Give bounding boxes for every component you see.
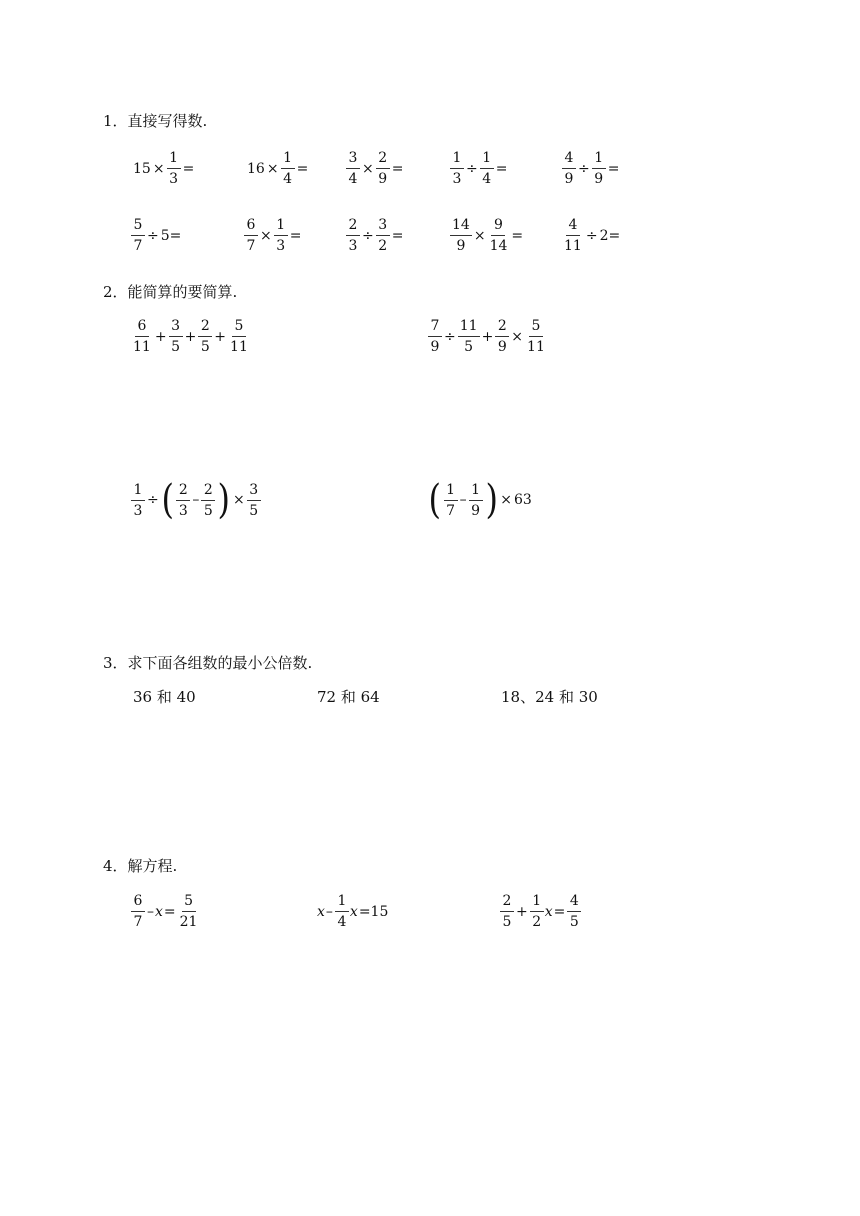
- q1-item-10: [561, 217, 621, 254]
- fraction-denominator: 9: [430, 339, 440, 355]
- fraction-numerator: 3: [169, 318, 183, 337]
- fraction: [469, 482, 483, 519]
- fraction-numerator: 2: [376, 150, 390, 169]
- fraction-denominator: 5: [203, 502, 213, 519]
- fraction-numerator: 14: [450, 217, 472, 236]
- fraction-numerator: 1: [281, 150, 295, 169]
- fraction-denominator: 11: [133, 339, 151, 355]
- fraction-numerator: 6: [131, 893, 145, 912]
- fraction-denominator: 7: [133, 914, 143, 930]
- fraction: [335, 893, 349, 930]
- operator: +: [516, 903, 528, 920]
- operator: ÷: [362, 227, 374, 244]
- fraction: [131, 893, 145, 930]
- fraction-denominator: 21: [179, 914, 198, 930]
- variable: x: [317, 903, 325, 920]
- fraction-numerator: 1: [131, 482, 145, 501]
- operator: ×: [266, 160, 279, 177]
- fraction-numerator: 6: [135, 318, 149, 337]
- operator: –: [192, 492, 200, 508]
- fraction: [450, 150, 464, 187]
- fraction: [530, 893, 544, 930]
- q4-item-1: [130, 893, 200, 930]
- fraction-numerator: 1: [469, 482, 483, 501]
- operator: –: [459, 492, 467, 508]
- fraction: [592, 150, 606, 187]
- fraction-denominator: 4: [283, 171, 293, 187]
- q3-item-3: 18、24 和 30: [501, 688, 598, 706]
- fraction: [228, 318, 250, 355]
- expression-text: =: [553, 903, 566, 920]
- q3-heading: 3．求下面各组数的最小公倍数.: [103, 654, 313, 672]
- expression-text: 2=: [599, 227, 621, 244]
- fraction-numerator: 5: [529, 318, 543, 337]
- operator: ÷: [444, 328, 456, 345]
- left-paren: (: [428, 477, 442, 523]
- fraction: [376, 150, 390, 187]
- operator: +: [481, 328, 494, 345]
- fraction-numerator: 1: [335, 893, 349, 912]
- fraction-numerator: 1: [444, 482, 458, 501]
- fraction: [131, 318, 153, 355]
- fraction-denominator: 11: [564, 238, 582, 254]
- fraction: [376, 217, 390, 254]
- fraction-numerator: 1: [450, 150, 464, 169]
- fraction-denominator: 5: [249, 502, 259, 519]
- expression-text: 15: [133, 160, 151, 177]
- fraction: [167, 150, 181, 187]
- q1-item-7: [243, 217, 302, 254]
- fraction-numerator: 4: [567, 893, 581, 912]
- operator: ×: [473, 227, 486, 244]
- fraction-numerator: 1: [167, 150, 181, 169]
- expression-text: =: [511, 227, 524, 244]
- fraction-denominator: 14: [489, 238, 508, 254]
- q2-item-2: [427, 318, 548, 355]
- q4-item-2: [317, 893, 389, 930]
- variable: x: [155, 903, 163, 920]
- expression-text: =: [495, 160, 508, 177]
- fraction-denominator: 2: [532, 914, 542, 930]
- fraction-numerator: 1: [592, 150, 606, 169]
- right-paren: ): [217, 477, 231, 523]
- expression-text: =15: [358, 903, 389, 920]
- fraction-numerator: 6: [244, 217, 258, 236]
- fraction-numerator: 7: [428, 318, 442, 337]
- expression-text: =: [391, 160, 404, 177]
- q1-item-1: [132, 150, 195, 187]
- fraction-numerator: 2: [346, 217, 360, 236]
- expression-text: =: [289, 227, 302, 244]
- fraction: [244, 217, 258, 254]
- q1-item-5: [561, 150, 620, 187]
- operator: ÷: [147, 227, 159, 244]
- operator: ×: [232, 492, 245, 508]
- fraction-denominator: 5: [464, 339, 474, 355]
- q3-item-2: 72 和 64: [317, 688, 380, 706]
- q1-item-3: [345, 150, 404, 187]
- fraction-denominator: 4: [482, 171, 492, 187]
- fraction-numerator: 2: [198, 318, 212, 337]
- fraction-denominator: 3: [133, 502, 143, 519]
- fraction: [131, 482, 145, 519]
- fraction: [495, 318, 509, 355]
- q1-heading: 1．直接写得数.: [103, 112, 208, 130]
- fraction-denominator: 3: [178, 502, 188, 519]
- q3-item-1: 36 和 40: [133, 688, 196, 706]
- fraction: [444, 482, 458, 519]
- fraction: [567, 893, 581, 930]
- fraction-numerator: 5: [131, 217, 145, 236]
- expression-text: =: [296, 160, 309, 177]
- fraction-denominator: 4: [348, 171, 358, 187]
- operator: ×: [511, 328, 524, 345]
- parenthesized-group: [160, 477, 232, 523]
- q4-heading: 4．解方程.: [103, 857, 178, 875]
- fraction-denominator: 9: [594, 171, 604, 187]
- left-paren: (: [161, 477, 174, 523]
- operator: ×: [260, 227, 272, 244]
- parenthesized-group: [427, 477, 499, 523]
- fraction-denominator: 11: [527, 339, 545, 355]
- fraction-denominator: 3: [276, 238, 286, 254]
- fraction-numerator: 1: [480, 150, 494, 169]
- operator: ÷: [578, 160, 590, 177]
- fraction-numerator: 3: [247, 482, 261, 501]
- q1-item-2: [246, 150, 309, 187]
- fraction-denominator: 9: [497, 339, 507, 355]
- fraction-numerator: 2: [500, 893, 514, 912]
- q2-item-1: [130, 318, 251, 355]
- fraction: [247, 482, 261, 519]
- fraction: [198, 318, 212, 355]
- fraction-numerator: 4: [562, 150, 576, 169]
- fraction-denominator: 4: [337, 914, 347, 930]
- operator: +: [214, 328, 227, 345]
- fraction-denominator: 9: [456, 238, 466, 254]
- fraction: [458, 318, 480, 355]
- expression-text: 16: [247, 160, 265, 177]
- fraction-numerator: 2: [201, 482, 215, 501]
- fraction: [525, 318, 547, 355]
- operator: +: [184, 328, 197, 345]
- operator: –: [325, 903, 333, 920]
- fraction: [169, 318, 183, 355]
- fraction-denominator: 3: [169, 171, 179, 187]
- fraction-denominator: 7: [446, 502, 456, 519]
- fraction-numerator: 3: [376, 217, 390, 236]
- operator: ÷: [466, 160, 478, 177]
- fraction: [346, 217, 360, 254]
- fraction: [450, 217, 472, 254]
- fraction-denominator: 5: [200, 339, 210, 355]
- fraction-numerator: 1: [274, 217, 288, 236]
- expression-text: =: [607, 160, 620, 177]
- q4-item-3: [499, 893, 582, 930]
- fraction-numerator: 4: [566, 217, 580, 236]
- q1-item-8: [345, 217, 404, 254]
- fraction-numerator: 11: [458, 318, 480, 337]
- fraction: [274, 217, 288, 254]
- q1-item-9: [449, 217, 524, 254]
- fraction-denominator: 9: [564, 171, 574, 187]
- fraction-denominator: 5: [569, 914, 579, 930]
- fraction: [201, 482, 215, 519]
- operator: +: [154, 328, 167, 345]
- fraction: [480, 150, 494, 187]
- operator: ×: [500, 492, 512, 508]
- expression-text: 5=: [160, 227, 182, 244]
- fraction-numerator: 2: [495, 318, 509, 337]
- fraction-denominator: 2: [378, 238, 388, 254]
- fraction-numerator: 9: [491, 217, 505, 236]
- expression-text: =: [163, 903, 176, 920]
- fraction-numerator: 2: [176, 482, 190, 501]
- fraction-denominator: 5: [502, 914, 512, 930]
- fraction: [346, 150, 360, 187]
- fraction-denominator: 9: [471, 502, 481, 519]
- fraction: [488, 217, 510, 254]
- operator: ÷: [147, 492, 159, 508]
- fraction-numerator: 1: [530, 893, 544, 912]
- fraction-numerator: 5: [182, 893, 196, 912]
- operator: –: [147, 903, 154, 920]
- operator: ×: [362, 160, 374, 177]
- q2-item-3: [130, 477, 262, 523]
- expression-text: =: [182, 160, 195, 177]
- fraction-numerator: 3: [346, 150, 360, 169]
- fraction-denominator: 3: [348, 238, 358, 254]
- fraction-denominator: 7: [246, 238, 256, 254]
- expression-text: =: [391, 227, 404, 244]
- operator: ×: [152, 160, 165, 177]
- fraction: [281, 150, 295, 187]
- fraction: [428, 318, 442, 355]
- fraction: [131, 217, 145, 254]
- variable: x: [349, 903, 358, 920]
- fraction: [500, 893, 514, 930]
- fraction-denominator: 9: [378, 171, 388, 187]
- operator: ÷: [585, 227, 598, 244]
- fraction-denominator: 11: [230, 339, 248, 355]
- fraction-denominator: 5: [171, 339, 181, 355]
- expression-text: 63: [513, 492, 532, 508]
- fraction: [178, 893, 200, 930]
- q1-item-4: [449, 150, 508, 187]
- q1-item-6: [130, 217, 182, 254]
- fraction-denominator: 7: [133, 238, 143, 254]
- right-paren: ): [485, 477, 498, 523]
- q2-heading: 2．能简算的要简算.: [103, 283, 238, 301]
- fraction: [176, 482, 190, 519]
- fraction-denominator: 3: [452, 171, 462, 187]
- fraction: [562, 150, 576, 187]
- variable: x: [544, 903, 553, 920]
- q2-item-4: [427, 477, 533, 523]
- fraction: [562, 217, 584, 254]
- fraction-numerator: 5: [232, 318, 246, 337]
